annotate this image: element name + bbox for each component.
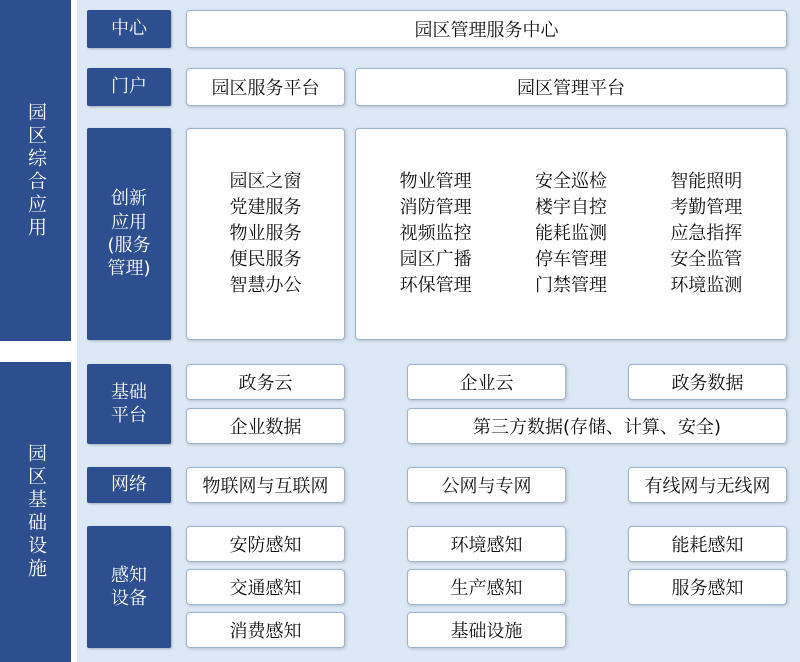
- list-item: 安全巡检: [534, 171, 607, 192]
- list-item: 安全监管: [670, 249, 743, 270]
- box-iot-internet-text: 物联网与互联网: [202, 476, 329, 497]
- row-label-basic-platform-line: 平台: [111, 405, 147, 426]
- box-service-platform-text: 园区服务平台: [211, 78, 320, 99]
- box-production-sensing-text: 生产感知: [450, 578, 523, 599]
- list-item: 物业服务: [229, 223, 302, 244]
- list-item: 园区之窗: [229, 171, 302, 192]
- box-management-platform-text: 园区管理平台: [517, 78, 625, 99]
- row-label-network: [87, 467, 171, 503]
- list-item: 党建服务: [229, 197, 302, 218]
- row-label-innovation-line: (服务: [107, 235, 151, 256]
- box-government-cloud: [186, 364, 345, 400]
- row-label-basic-platform-line: 基础: [111, 381, 147, 403]
- box-traffic-sensing: [186, 569, 345, 605]
- box-environment-sensing: [407, 526, 566, 562]
- row-label-sensing: [87, 526, 171, 648]
- row-label-innovation-line: 创新: [111, 188, 147, 210]
- list-item: 智慧办公: [229, 275, 302, 296]
- box-energy-sensing-text: 能耗感知: [671, 535, 744, 556]
- side-bar-application-label: 园区综合应用: [25, 101, 47, 240]
- list-item: 环境监测: [670, 275, 743, 296]
- row-label-center-text: 中心: [111, 18, 147, 40]
- box-management-service-center: [186, 10, 787, 48]
- box-service-platform: [186, 68, 345, 106]
- list-item: 考勤管理: [670, 197, 743, 218]
- list-item: 环保管理: [399, 275, 472, 296]
- list-item: 能耗监测: [534, 223, 607, 244]
- box-government-data: [628, 364, 787, 400]
- box-management-platform: [355, 68, 787, 106]
- list-item: 应急指挥: [670, 223, 743, 244]
- box-service-sensing: [628, 569, 787, 605]
- box-security-sensing: [186, 526, 345, 562]
- list-item: 消防管理: [399, 197, 472, 218]
- list-item: 视频监控: [399, 223, 472, 244]
- row-label-portal: [87, 68, 171, 106]
- row-label-portal-text: 门户: [111, 76, 147, 98]
- box-enterprise-cloud-text: 企业云: [459, 373, 514, 394]
- row-label-center: [87, 10, 171, 48]
- innovation-management-col-3: [670, 170, 742, 298]
- box-environment-sensing-text: 环境感知: [450, 535, 523, 556]
- list-item: 停车管理: [534, 249, 607, 270]
- box-energy-sensing: [628, 526, 787, 562]
- list-item: 楼宇自控: [534, 197, 607, 218]
- box-iot-internet: [186, 467, 345, 503]
- box-management-service-center-text: 园区管理服务中心: [414, 20, 559, 41]
- box-government-data-text: 政务数据: [671, 373, 744, 394]
- box-public-private-network: [407, 467, 566, 503]
- innovation-management-col-2: [535, 170, 607, 298]
- row-label-basic-platform: [87, 364, 171, 444]
- box-infrastructure-text: 基础设施: [450, 621, 523, 642]
- box-innovation-services: [186, 128, 345, 340]
- box-enterprise-data: [186, 408, 345, 444]
- list-item: 门禁管理: [534, 275, 607, 296]
- box-wired-wireless-network-text: 有线网与无线网: [644, 476, 771, 497]
- box-infrastructure: [407, 612, 566, 648]
- row-label-sensing-line: 设备: [111, 588, 147, 609]
- box-government-cloud-text: 政务云: [238, 373, 293, 394]
- box-innovation-management: [355, 128, 787, 340]
- box-consumption-sensing-text: 消费感知: [229, 621, 302, 642]
- row-label-innovation: [87, 128, 171, 340]
- box-wired-wireless-network: [628, 467, 787, 503]
- box-third-party-data-text: 第三方数据(存储、计算、安全): [472, 417, 722, 438]
- box-public-private-network-text: 公网与专网: [441, 476, 532, 497]
- box-enterprise-cloud: [407, 364, 566, 400]
- box-security-sensing-text: 安防感知: [229, 535, 302, 556]
- box-production-sensing: [407, 569, 566, 605]
- list-item: 智能照明: [670, 171, 743, 192]
- list-item: 园区广播: [399, 249, 472, 270]
- side-bar-infrastructure: [0, 362, 71, 662]
- side-bar-infrastructure-label: 园区基础设施: [25, 443, 47, 581]
- row-label-sensing-line: 感知: [111, 564, 147, 586]
- row-label-innovation-line: 应用: [111, 211, 147, 233]
- list-item: 便民服务: [229, 249, 302, 270]
- box-third-party-data: [407, 408, 787, 444]
- list-item: 物业管理: [399, 171, 472, 192]
- row-label-innovation-line: 管理): [107, 258, 151, 280]
- box-traffic-sensing-text: 交通感知: [229, 578, 302, 599]
- box-consumption-sensing: [186, 612, 345, 648]
- innovation-services-list: [230, 170, 302, 298]
- innovation-management-col-1: [400, 170, 472, 298]
- row-label-network-text: 网络: [111, 474, 147, 496]
- box-enterprise-data-text: 企业数据: [229, 417, 302, 438]
- side-bar-application: [0, 0, 71, 341]
- box-service-sensing-text: 服务感知: [671, 578, 744, 599]
